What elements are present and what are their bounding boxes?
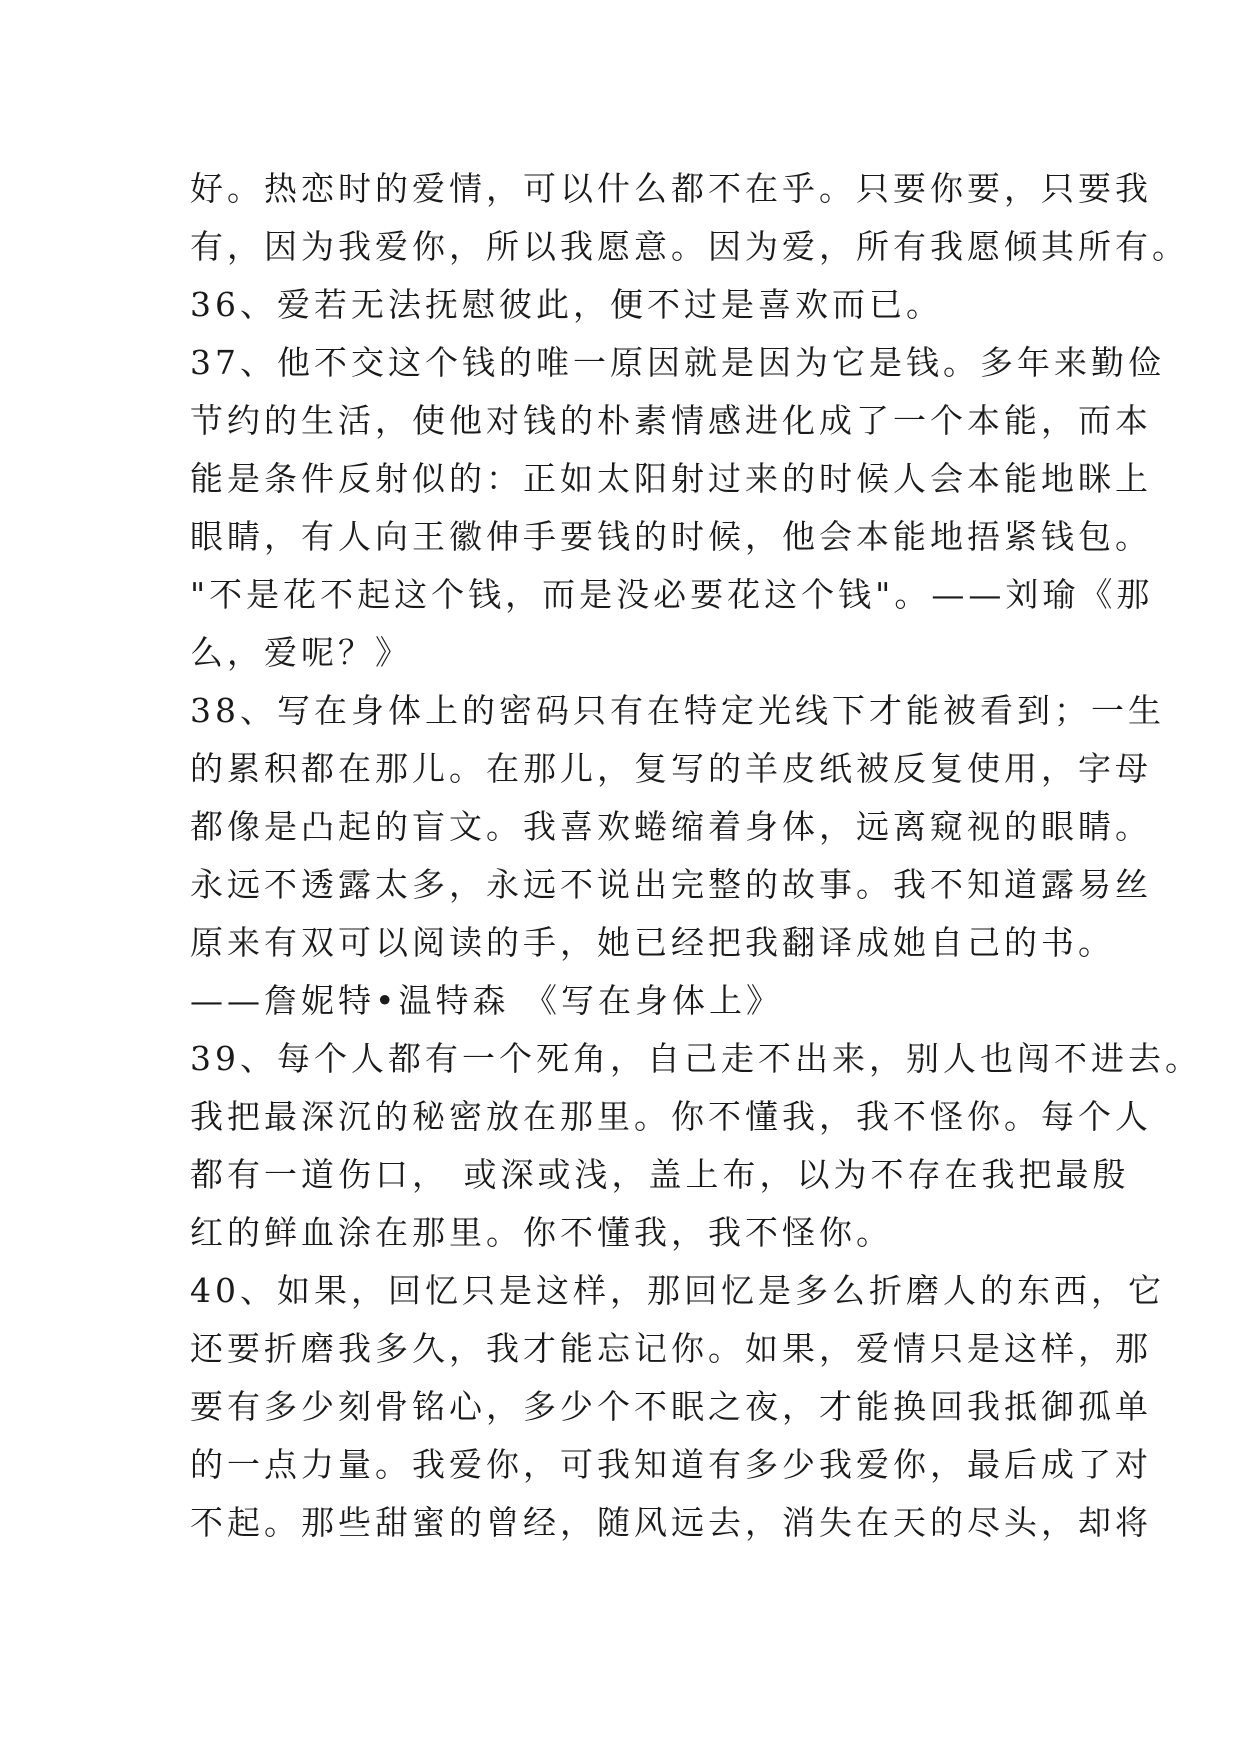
text-line: 永远不透露太多，永远不说出完整的故事。我不知道露易丝 <box>190 865 1152 904</box>
text-line: 好。热恋时的爱情，可以什么都不在乎。只要你要，只要我 <box>190 169 1152 208</box>
text-line: 节约的生活，使他对钱的朴素情感进化成了一个本能，而本 <box>190 401 1152 440</box>
text-line: 38、写在身体上的密码只有在特定光线下才能被看到；一生 <box>190 691 1165 730</box>
body-text <box>190 160 1202 1552</box>
text-line: ——詹妮特•温特森 《写在身体上》 <box>190 981 783 1020</box>
text-line: 原来有双可以阅读的手，她已经把我翻译成她自己的书。 <box>190 923 1115 962</box>
text-line: 36、爱若无法抚慰彼此，便不过是喜欢而已。 <box>190 285 943 324</box>
text-line: 40、如果，回忆只是这样，那回忆是多么折磨人的东西，它 <box>190 1271 1165 1310</box>
text-line: 么，爱呢？》 <box>190 633 412 672</box>
text-line: 要有多少刻骨铭心，多少个不眠之夜，才能换回我抵御孤单 <box>190 1387 1152 1426</box>
text-line: 都像是凸起的盲文。我喜欢蜷缩着身体，远离窥视的眼睛。 <box>190 807 1152 846</box>
text-line: 眼睛，有人向王徽伸手要钱的时候，他会本能地捂紧钱包。 <box>190 517 1152 556</box>
text-line: 都有一道伤口， 或深或浅，盖上布，以为不存在我把最殷 <box>190 1155 1130 1194</box>
text-line: 的一点力量。我爱你，可我知道有多少我爱你，最后成了对 <box>190 1445 1152 1484</box>
text-line: 我把最深沉的秘密放在那里。你不懂我，我不怪你。每个人 <box>190 1097 1152 1136</box>
text-line: 不起。那些甜蜜的曾经，随风远去，消失在天的尽头，却将 <box>190 1503 1152 1542</box>
text-line: 的累积都在那儿。在那儿，复写的羊皮纸被反复使用，字母 <box>190 749 1152 788</box>
text-line: 红的鲜血涂在那里。你不懂我，我不怪你。 <box>190 1213 893 1252</box>
text-line: 37、他不交这个钱的唯一原因就是因为它是钱。多年来勤俭 <box>190 343 1165 382</box>
text-line: 39、每个人都有一个死角，自己走不出来，别人也闯不进去。 <box>190 1039 1202 1078</box>
text-line: 还要折磨我多久，我才能忘记你。如果，爱情只是这样，那 <box>190 1329 1152 1368</box>
text-line: 有，因为我爱你，所以我愿意。因为爱，所有我愿倾其所有。 <box>190 227 1189 266</box>
text-line: "不是花不起这个钱，而是没必要花这个钱"。——刘瑜《那 <box>190 575 1154 614</box>
text-line: 能是条件反射似的：正如太阳射过来的时候人会本能地眯上 <box>190 459 1152 498</box>
